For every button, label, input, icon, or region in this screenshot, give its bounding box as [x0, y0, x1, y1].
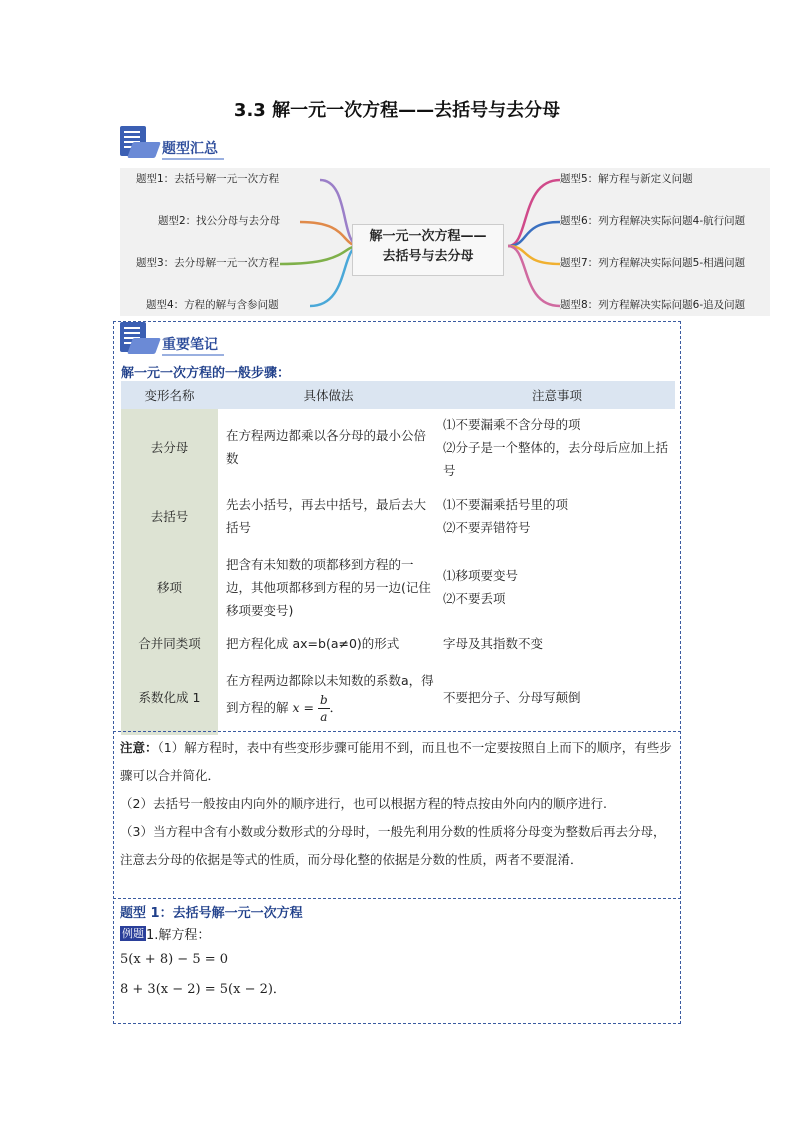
- mindmap-left-1: 题型1：去括号解一元一次方程: [136, 173, 280, 185]
- attention-p2: （2）去括号一般按由内向外的顺序进行，也可以根据方程的特点按由外向内的顺序进行.: [120, 796, 607, 811]
- step-method: 先去小括号，再去中括号，最后去大括号: [226, 497, 427, 535]
- notes-header-label: 重要笔记: [162, 334, 224, 356]
- table-header: 变形名称: [121, 381, 218, 409]
- table-header: 具体做法: [218, 381, 439, 409]
- mindmap-right-7: 题型7：列方程解决实际问题5-相遇问题: [560, 257, 746, 269]
- equation-1: 5(x + 8) − 5 = 0: [120, 952, 229, 967]
- table-row: [121, 485, 675, 547]
- mindmap: [120, 168, 770, 316]
- mindmap-left-3: 题型3：去分母解一元一次方程: [136, 257, 280, 269]
- example-text: 1.解方程：: [146, 928, 211, 943]
- mindmap-right-5: 题型5：解方程与新定义问题: [560, 173, 693, 185]
- mindmap-center: [352, 224, 504, 276]
- mindmap-branch-right: [508, 246, 560, 306]
- step-note: ⑵不要弄错符号: [443, 520, 531, 535]
- solution-fraction: [318, 692, 330, 725]
- attention-p1-text: （1）解方程时，表中有些变形步骤可能用不到，而且也不一定要按照自上而下的顺序，有些步骤可以合并简化．: [120, 740, 672, 783]
- notes-header: [120, 322, 224, 356]
- steps-table: [121, 381, 675, 735]
- example-tag: 例题: [122, 927, 144, 940]
- step-note: 字母及其指数不变: [443, 635, 544, 651]
- step-notes: [439, 547, 675, 627]
- step-method: 在方程两边都除以未知数的系数a，得到方程的解: [226, 673, 434, 715]
- book-icon: [120, 322, 160, 356]
- step-notes: [439, 485, 675, 547]
- step-note: ⑴不要漏乘括号里的项: [443, 497, 569, 512]
- divider: [113, 731, 681, 732]
- step-note: ⑵分子是一个整体的，去分母后应加上括号: [443, 439, 669, 478]
- step-name: 移项: [121, 547, 218, 627]
- fraction-numerator: b: [319, 693, 328, 707]
- summary-header-label: 题型汇总: [162, 138, 224, 160]
- divider: [113, 898, 681, 899]
- mindmap-right-8: 题型8：列方程解决实际问题6-追及问题: [560, 299, 746, 311]
- mindmap-center-line1: 解一元一次方程——: [369, 229, 487, 244]
- equation-2: 8 + 3(x − 2) = 5(x − 2)．: [120, 982, 286, 997]
- attention-label: 注意：: [120, 740, 158, 755]
- attention-p3: （3）当方程中含有小数或分数形式的分母时，一般先利用分数的性质将分母变为整数后再去分母，注意去分母的依据是等式的性质，而分母化整的依据是分数的性质，两者不要混淆．: [120, 824, 666, 867]
- book-icon: [120, 126, 160, 160]
- mindmap-branch-left: [300, 222, 360, 246]
- step-note: ⑴移项要变号: [443, 568, 519, 583]
- table-row: [121, 547, 675, 627]
- table-header-row: [121, 381, 675, 409]
- section-title: 题型 1：去括号解一元一次方程: [120, 906, 303, 921]
- attention-p1: [120, 734, 676, 790]
- step-method: 在方程两边都乘以各分母的最小公倍数: [226, 428, 427, 466]
- solution-formula-lhs: x =: [292, 700, 314, 715]
- table-row: [121, 409, 675, 485]
- steps-title: 解一元一次方程的一般步骤：: [121, 366, 291, 381]
- table-header: 注意事项: [439, 381, 675, 409]
- mindmap-left-4: 题型4：方程的解与含参问题: [146, 299, 279, 311]
- mindmap-left-2: 题型2：找公分母与去分母: [158, 215, 281, 227]
- mindmap-branch-right: [508, 180, 560, 246]
- mindmap-right-6: 题型6：列方程解决实际问题4-航行问题: [560, 215, 746, 227]
- step-note: ⑵不要丢项: [443, 591, 506, 606]
- step-name: 系数化成 1: [121, 659, 218, 735]
- step-name: 去括号: [121, 485, 218, 547]
- step-name: 合并同类项: [121, 627, 218, 659]
- mindmap-center-line2: 去括号与去分母: [382, 249, 474, 264]
- page-title: 3.3 解一元一次方程——去括号与去分母: [233, 100, 561, 121]
- step-note: 不要把分子、分母写颠倒: [443, 689, 581, 705]
- table-row: [121, 659, 675, 735]
- step-method: 把含有未知数的项都移到方程的一边，其他项都移到方程的另一边(记住移项要变号): [226, 556, 431, 618]
- table-row: [121, 627, 675, 659]
- step-method-cell: 在方程两边都除以未知数的系数a，得到方程的解 x = $\frac{b}{a}$ ．: [226, 673, 434, 724]
- step-note: ⑴不要漏乘不含分母的项: [443, 416, 581, 432]
- step-method: 把方程化成 ax=b(a≠0)的形式: [226, 635, 400, 651]
- summary-header: [120, 126, 224, 160]
- step-notes: [439, 409, 675, 485]
- fraction-denominator: a: [320, 710, 328, 724]
- step-name: 去分母: [121, 409, 218, 485]
